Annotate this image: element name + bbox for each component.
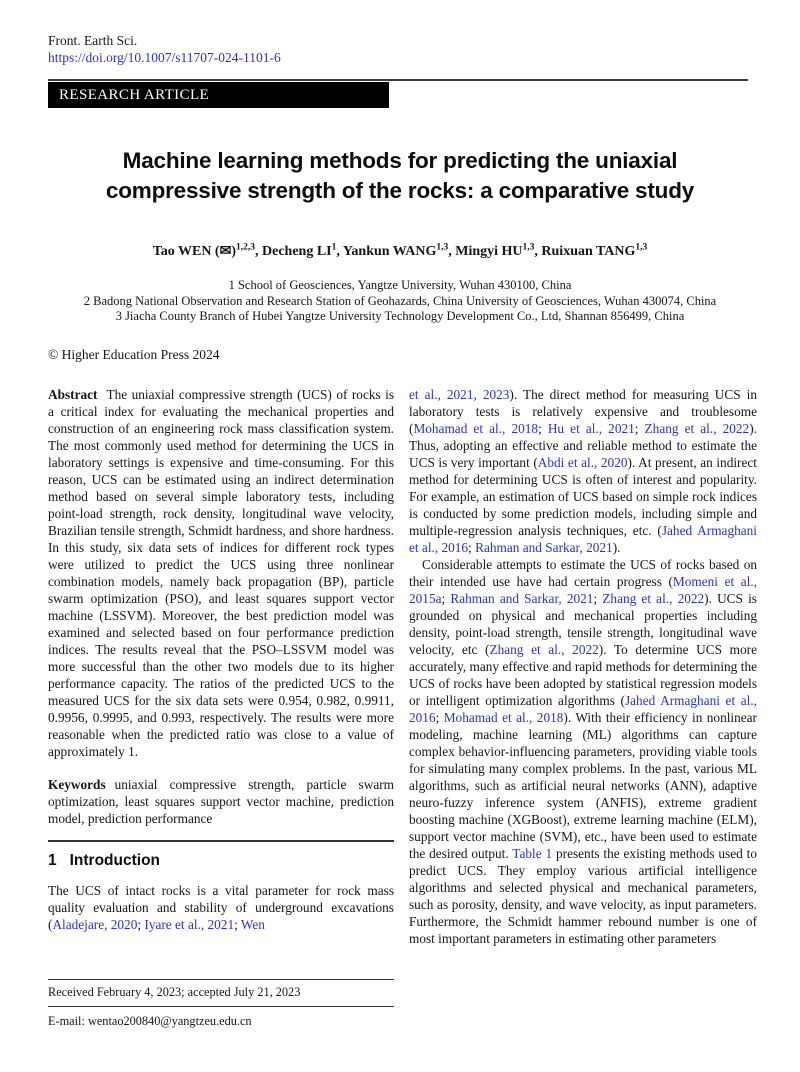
doi-link[interactable]: https://doi.org/10.1007/s11707-024-1101-6 [48,50,281,65]
body-paragraph-1: et al., 2021, 2023). The direct method for measuring UCS in laboratory tests is relatively expensive and troublesome (Mohamad et al., 2018; Hu et al., 2021; Zhang et al., 2022). Thus, adopting an effective and reliable method to estimate the UCS is very important (Abdi et al., 2020). At present, an indirect method for determining UCS is often of interest and popularity. For example, an estimation of UCS based on simple rock indices is conducted by some prediction models, including simple and multiple-regression analysis techniques, etc. (Jahed Armaghani et al., 2016; Rahman and Sarkar, 2021). [409,387,757,555]
affiliation-2: 2 Badong National Observation and Research Station of Geohazards, China University of Geosciences, Wuhan 430074, China [83,293,717,308]
citation-link[interactable]: Rahman and Sarkar, 2021 [450,591,594,606]
citation-link[interactable]: Zhang et al., 2022 [489,642,599,657]
paper-title-line1: Machine learning methods for predicting the uniaxial [122,148,678,173]
citation-link[interactable]: Zhang et al., 2022 [644,421,750,436]
affiliation-3: 3 Jiacha County Branch of Hubei Yangtze University Technology Development Co., Ltd, Shannan 856499, China [115,309,685,323]
copyright-line: © Higher Education Press 2024 [48,347,220,362]
intro-paragraph: The UCS of intact rocks is a vital parameter for rock mass quality evaluation and stability of underground excavations (Aladejare, 2020; Iyare et al., 2021; Wen [48,882,394,932]
citation-link[interactable]: Zhang et al., 2022 [602,591,705,606]
header-rule [48,79,748,81]
citation-link[interactable]: Rahman and Sarkar, 2021 [475,540,613,555]
authors-line: Tao WEN (✉)$^{1,2,3}$, Decheng $LI^1$, Yankun WANG$^{1,3}$, Mingyi HU$^{1,3}$, Ruixuan TANG$^{1,3}$ [152,242,648,259]
citation-link[interactable]: Aladejare, 2020 [52,916,138,932]
abstract-text: The uniaxial compressive strength (UCS) of rocks is a critical index for evaluating the mechanical properties and construction of an engineering rock mass classification system. The most commonly used method for determining the UCS in laboratory settings is expensive and time-consuming. For this reason, UCS can be estimated using an indirect determination method based on several simple laboratory tests, including point-load strength, rock density, longitudinal wave velocity, Brazilian tensile strength, Schmidt hardness, and shore hardness. In this study, six data sets of indices for different rock types were utilized to predict the UCS using three nonlinear combination models, namely back propagation (BP), particle swarm optimization (PSO), and least squares support vector machine (LSSVM). Moreover, the best prediction model was examined and selected based on four performance prediction indices. The results reveal that the PSO–LSSVM model was more successful than the other two models due to its higher performance capacity. The ratios of the predicted UCS to the measured UCS for the six data sets were 0.954, 0.982, 0.9911, 0.9956, 0.9995, and 0.993, respectively. The results were more reasonable when the predicted ratio was close to a value of approximately 1. [48,387,394,759]
section-title: Introduction [69,851,161,869]
affiliation-1: 1 School of Geosciences, Yangtze University, Wuhan 430100, China [228,278,572,292]
section-rule [48,840,394,842]
corresponding-email: E-mail: wentao200840@yangtzeu.edu.cn [48,1006,394,1029]
affiliations-block [0,278,800,325]
section-heading-introduction [48,852,394,870]
citation-link[interactable]: Abdi et al., 2020 [537,455,628,470]
citation-link[interactable]: Table 1 [512,846,553,861]
footnote-block [48,979,394,1029]
citation-link[interactable]: Wen [240,916,265,932]
article-type-label: RESEARCH ARTICLE [59,87,210,103]
citation-link[interactable]: Mohamad et al., 2018 [443,710,564,725]
citation-link[interactable]: Iyare et al., 2021 [144,916,235,932]
abstract-paragraph [48,386,394,760]
citation-link[interactable]: Mohamad et al., 2018 [413,421,539,436]
abstract-label: Abstract [48,387,98,402]
citation-link[interactable]: Momeni et al., 2015a [409,574,757,606]
left-column [48,386,394,933]
section-number: 1 [48,851,57,869]
keywords-text: uniaxial compressive strength, particle swarm optimization, least squares support vector machine, prediction model, prediction performance [48,777,394,826]
body-paragraph-2: Considerable attempts to estimate the UCS of rocks based on their intended use have had certain progress (Momeni et al., 2015a; Rahman and Sarkar, 2021; Zhang et al., 2022). UCS is grounded on physical and mechanical properties including density, point-load strength, tensile strength, longitudinal wave velocity, etc (Zhang et al., 2022). To determine UCS more accurately, many effective and rapid methods for determining the UCS of rocks have been adopted by statistical regression models or intelligent optimization algorithms (Jahed Armaghani et al., 2016; Mohamad et al., 2018). With their efficiency in nonlinear modeling, machine learning (ML) algorithms can capture complex behavior-influencing parameters, providing viable tools for simulating many complex problems. In the past, various ML algorithms, such as artificial neural networks (ANN), adaptive neuro-fuzzy inference system (ANFIS), extreme gradient boosting machine (XGBoost), extreme learning machine (ELM), support vector machine (SVM), etc., have been used to estimate the desired output. Table 1 presents the existing methods used to predict UCS. They employ various artificial intelligence algorithms and selected physical and mechanical parameters, such as porosity, density, and wave velocity, as input parameters. Furthermore, the Schmidt hammer rebound number is one of most important parameters in estimating other parameters [409,557,758,946]
citation-link[interactable]: Hu et al., 2021 [547,421,635,436]
journal-name: Front. Earth Sci. [48,33,138,48]
citation-link[interactable]: Jahed Armaghani et al., 2016 [409,523,757,555]
right-column [409,386,757,947]
citation-link[interactable]: et al., 2021, 2023 [409,387,510,402]
article-type-badge [48,82,389,108]
keywords-label: Keywords [48,777,106,792]
paper-title [0,146,800,206]
keywords-paragraph [48,776,394,827]
paper-title-line2: compressive strength of the rocks: a comparative study [105,178,695,203]
received-accepted-dates: Received February 4, 2023; accepted July 21, 2023 [48,979,394,1006]
citation-link[interactable]: Jahed Armaghani et al., 2016 [409,693,758,725]
